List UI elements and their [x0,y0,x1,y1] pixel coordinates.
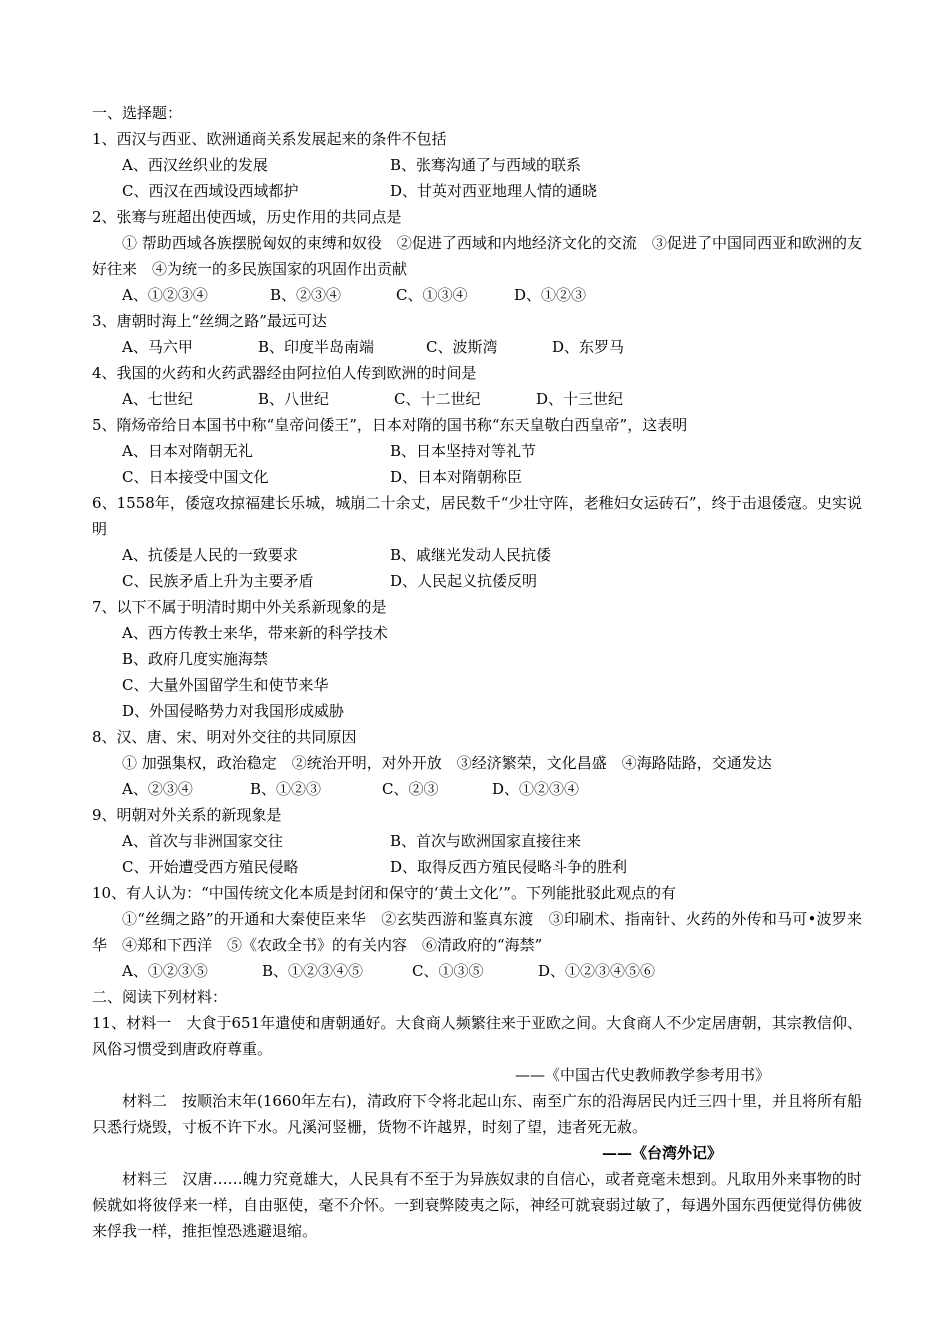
question-4 [92,360,862,412]
option-a: A、西汉丝织业的发展 [122,156,268,174]
question-5 [92,412,862,490]
option-row [92,386,862,412]
option-a: A、①②③⑤ [122,962,208,980]
option-c: C、大量外国留学生和使节来华 [122,676,329,694]
question-3 [92,308,862,360]
question-9 [92,802,862,880]
option-c: C、①③④ [396,286,468,304]
option-a: A、西方传教士来华，带来新的科学技术 [122,624,388,642]
option-a: A、首次与非洲国家交往 [122,832,283,850]
option-d: D、人民起义抗倭反明 [390,572,538,590]
option-b: B、首次与欧洲国家直接往来 [390,832,582,850]
question-1 [92,126,862,204]
option-c: C、十二世纪 [394,390,481,408]
option-row [92,958,862,984]
option-d: D、日本对隋朝称臣 [390,468,523,486]
option-c: C、波斯湾 [426,338,498,356]
option-d: D、①②③ [514,286,587,304]
option-row [92,464,862,490]
option-c: C、②③ [382,780,439,798]
option-c: C、开始遭受西方殖民侵略 [122,858,299,876]
option-row [92,152,862,178]
option-c: C、西汉在西域设西域都护 [122,182,299,200]
option-d: D、①②③④⑤⑥ [538,962,656,980]
section-heading-choice: 一、选择题： [92,104,183,122]
option-row [92,828,862,854]
option-a: A、②③④ [122,780,193,798]
option-row [92,854,862,880]
option-b: B、印度半岛南端 [258,338,375,356]
option-a: A、日本对隋朝无礼 [122,442,253,460]
question-statements: ① 加强集权，政治稳定 ②统治开明，对外开放 ③经济繁荣，文化昌盛 ④海路陆路，交通发达 [122,754,772,772]
option-b: B、张骞沟通了与西域的联系 [390,156,582,174]
question-stem: 3、唐朝时海上“丝绸之路”最远可达 [92,312,327,330]
document-page [92,100,862,1244]
question-6 [92,490,862,594]
option-d: D、甘英对西亚地理人情的通晓 [390,182,598,200]
option-a: A、①②③④ [122,286,208,304]
question-stem: 7、以下不属于明清时期中外关系新现象的是 [92,598,387,616]
question-stem: 10、有人认为：“中国传统文化本质是封闭和保守的‘黄土文化’”。下列能批驳此观点的有 [92,884,676,902]
option-b: B、政府几度实施海禁 [122,650,269,668]
option-d: D、东罗马 [552,338,625,356]
section-heading-reading: 二、阅读下列材料： [92,988,228,1006]
material-1: 11、材料一 大食于651年遣使和唐朝通好。大食商人频繁往来于亚欧之间。大食商人不少定居唐朝，其宗教信仰、风俗习惯受到唐政府尊重。 [92,1014,862,1058]
option-d: D、①②③④ [492,780,580,798]
question-11 [92,1010,862,1244]
question-10 [92,880,862,984]
question-stem: 8、汉、唐、宋、明对外交往的共同原因 [92,728,357,746]
question-statements: ① 帮助西域各族摆脱匈奴的束缚和奴役 ②促进了西域和内地经济文化的交流 ③促进了中国同西亚和欧洲的友好往来 ④为统一的多民族国家的巩固作出贡献 [92,234,862,278]
material-1-source: ——《中国古代史教师教学参考用书》 [514,1066,770,1084]
option-row [92,568,862,594]
option-c: C、①③⑤ [412,962,484,980]
option-b: B、八世纪 [258,390,330,408]
option-b: B、②③④ [270,286,342,304]
option-a: A、七世纪 [122,390,193,408]
question-stem: 6、1558年，倭寇攻掠福建长乐城，城崩二十余丈，居民数千“少壮守阵，老稚妇女运砖石”，终于击退倭寇。史实说明 [92,494,862,538]
option-row [92,438,862,464]
question-statements: ①“丝绸之路”的开通和大秦使臣来华 ②玄奘西游和鉴真东渡 ③印刷术、指南针、火药的外传和马可•波罗来华 ④郑和下西洋 ⑤《农政全书》的有关内容 ⑥清政府的“海禁” [92,910,862,954]
option-b: B、日本坚持对等礼节 [390,442,537,460]
material-3: 材料三 汉唐……魄力究竟雄大，人民具有不至于为异族奴隶的自信心，或者竟毫未想到。凡取用外来事物的时候就如将彼俘来一样，自由驱使，毫不介怀。一到衰弊陵夷之际，神经可就衰弱过敏了，每遇外国东西便觉得仿佛彼来俘我一样，推拒惶恐逃避退缩。 [92,1170,862,1240]
option-d: D、外国侵略势力对我国形成威胁 [122,702,345,720]
option-row [92,178,862,204]
question-8 [92,724,862,802]
option-b: B、①②③ [250,780,322,798]
option-c: C、民族矛盾上升为主要矛盾 [122,572,314,590]
question-stem: 4、我国的火药和火药武器经由阿拉伯人传到欧洲的时间是 [92,364,477,382]
option-b: B、①②③④⑤ [262,962,364,980]
option-a: A、抗倭是人民的一致要求 [122,546,298,564]
option-row [92,542,862,568]
question-stem: 1、西汉与西亚、欧洲通商关系发展起来的条件不包括 [92,130,447,148]
question-stem: 5、隋炀帝给日本国书中称“皇帝问倭王”，日本对隋的国书称“东天皇敬白西皇帝”，这表明 [92,416,688,434]
option-d: D、十三世纪 [536,390,624,408]
material-2-source: ——《台湾外记》 [601,1144,722,1162]
option-row [92,776,862,802]
option-b: B、戚继光发动人民抗倭 [390,546,552,564]
question-stem: 2、张骞与班超出使西域，历史作用的共同点是 [92,208,402,226]
option-row [92,334,862,360]
option-d: D、取得反西方殖民侵略斗争的胜利 [390,858,628,876]
option-c: C、日本接受中国文化 [122,468,269,486]
question-stem: 9、明朝对外关系的新现象是 [92,806,282,824]
question-2 [92,204,862,308]
question-7 [92,594,862,724]
option-row [92,282,862,308]
material-2: 材料二 按顺治末年(1660年左右)，清政府下令将北起山东、南至广东的沿海居民内迁三四十里，并且将所有船只悉行烧毁，寸板不许下水。凡溪河竖栅，货物不许越界，时刻了望，违者死无赦。 [92,1092,862,1136]
option-a: A、马六甲 [122,338,193,356]
